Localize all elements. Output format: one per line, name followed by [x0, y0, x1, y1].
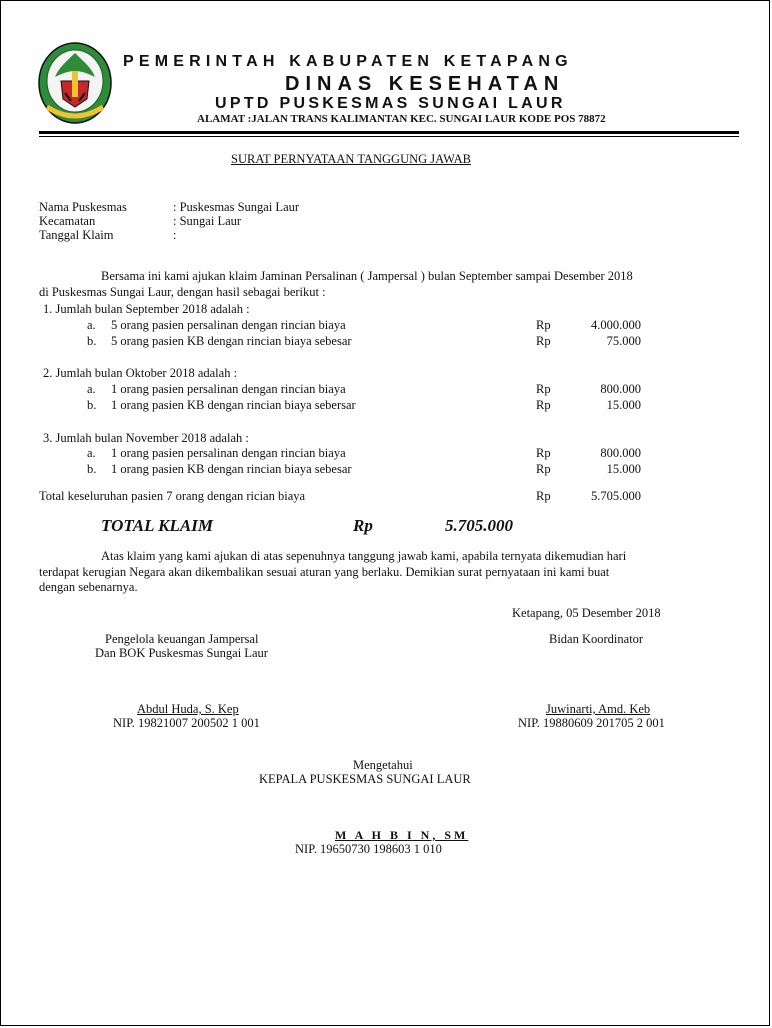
item-letter: b.: [87, 462, 97, 476]
item-text: 5 orang pasien persalinan dengan rincian biaya: [111, 318, 346, 332]
item-amount: 800.000: [600, 382, 641, 396]
item-amount: 15.000: [606, 398, 641, 412]
intro-line: di Puskesmas Sungai Laur, dengan hasil sebagai berikut :: [39, 285, 326, 299]
identity-value: : Sungai Laur: [173, 214, 242, 228]
total-claim-label: TOTAL KLAIM: [101, 516, 213, 535]
identity-label: Tanggal Klaim: [39, 228, 114, 242]
item-currency: Rp: [536, 318, 551, 332]
right-signatory-role: Bidan Koordinator: [549, 632, 644, 646]
item-currency: Rp: [536, 334, 551, 348]
item-currency: Rp: [536, 398, 551, 412]
closing-line: dengan sebenarnya.: [39, 580, 138, 594]
total-claim-currency: Rp: [353, 516, 373, 535]
item-text: 1 orang pasien persalinan dengan rincian biaya: [111, 446, 346, 460]
header-unit: UPTD PUSKESMAS SUNGAI LAUR: [215, 95, 566, 112]
right-signatory-name: Juwinarti, Amd. Keb: [546, 702, 651, 716]
left-signatory-role: Dan BOK Puskesmas Sungai Laur: [95, 646, 268, 660]
identity-value: :: [173, 228, 177, 242]
place-date: Ketapang, 05 Desember 2018: [512, 606, 661, 620]
item-text: 1 orang pasien KB dengan rincian biaya sebersar: [111, 398, 356, 412]
header-rule-thick: [39, 131, 739, 134]
head-nip: NIP. 19650730 198603 1 010: [295, 842, 442, 856]
head-name: M A H B I N, SM: [335, 828, 469, 842]
closing-line: Atas klaim yang kami ajukan di atas sepenuhnya tanggung jawab kami, apabila ternyata dikemudian hari: [101, 549, 627, 563]
header-government: PEMERINTAH KABUPATEN KETAPANG: [123, 53, 573, 70]
document-title: SURAT PERNYATAAN TANGGUNG JAWAB: [231, 152, 471, 166]
item-text: 1 orang pasien KB dengan rincian biaya sebesar: [111, 462, 352, 476]
item-letter: a.: [87, 318, 96, 332]
section-heading: 1. Jumlah bulan September 2018 adalah :: [43, 302, 250, 316]
item-letter: a.: [87, 382, 96, 396]
total-claim-amount: 5.705.000: [445, 516, 513, 535]
header-address: ALAMAT :JALAN TRANS KALIMANTAN KEC. SUNGAI LAUR KODE POS 78872: [197, 113, 606, 125]
header-department: DINAS KESEHATAN: [285, 73, 565, 95]
item-amount: 15.000: [606, 462, 641, 476]
closing-line: terdapat kerugian Negara akan dikembalikan sesuai aturan yang berlaku. Demikian surat pernyataan ini kami buat: [39, 565, 610, 579]
head-role: KEPALA PUSKESMAS SUNGAI LAUR: [259, 772, 471, 786]
item-amount: 75.000: [606, 334, 641, 348]
left-signatory-name: Abdul Huda, S. Kep: [137, 702, 239, 716]
section-heading: 2. Jumlah bulan Oktober 2018 adalah :: [43, 366, 238, 380]
item-amount: 800.000: [600, 446, 641, 460]
total-line-currency: Rp: [536, 489, 551, 503]
item-currency: Rp: [536, 382, 551, 396]
identity-label: Nama Puskesmas: [39, 200, 127, 214]
identity-label: Kecamatan: [39, 214, 96, 228]
item-currency: Rp: [536, 462, 551, 476]
acknowledge-label: Mengetahui: [353, 758, 413, 772]
item-text: 1 orang pasien persalinan dengan rincian biaya: [111, 382, 346, 396]
left-signatory-role: Pengelola keuangan Jampersal: [105, 632, 259, 646]
total-line-text: Total keseluruhan pasien 7 orang dengan rician biaya: [39, 489, 306, 503]
total-line-amount: 5.705.000: [591, 489, 641, 503]
right-signatory-nip: NIP. 19880609 201705 2 001: [518, 716, 665, 730]
left-signatory-nip: NIP. 19821007 200502 1 001: [113, 716, 260, 730]
item-currency: Rp: [536, 446, 551, 460]
item-letter: b.: [87, 334, 97, 348]
section-heading: 3. Jumlah bulan November 2018 adalah :: [43, 431, 249, 445]
item-amount: 4.000.000: [591, 318, 641, 332]
intro-line: Bersama ini kami ajukan klaim Jaminan Persalinan ( Jampersal ) bulan September sampai Desember 2018: [101, 269, 633, 283]
item-text: 5 orang pasien KB dengan rincian biaya sebesar: [111, 334, 352, 348]
item-letter: a.: [87, 446, 96, 460]
header-rule-thin: [39, 136, 739, 137]
identity-value: : Puskesmas Sungai Laur: [173, 200, 300, 214]
regency-logo: [37, 41, 113, 125]
item-letter: b.: [87, 398, 97, 412]
